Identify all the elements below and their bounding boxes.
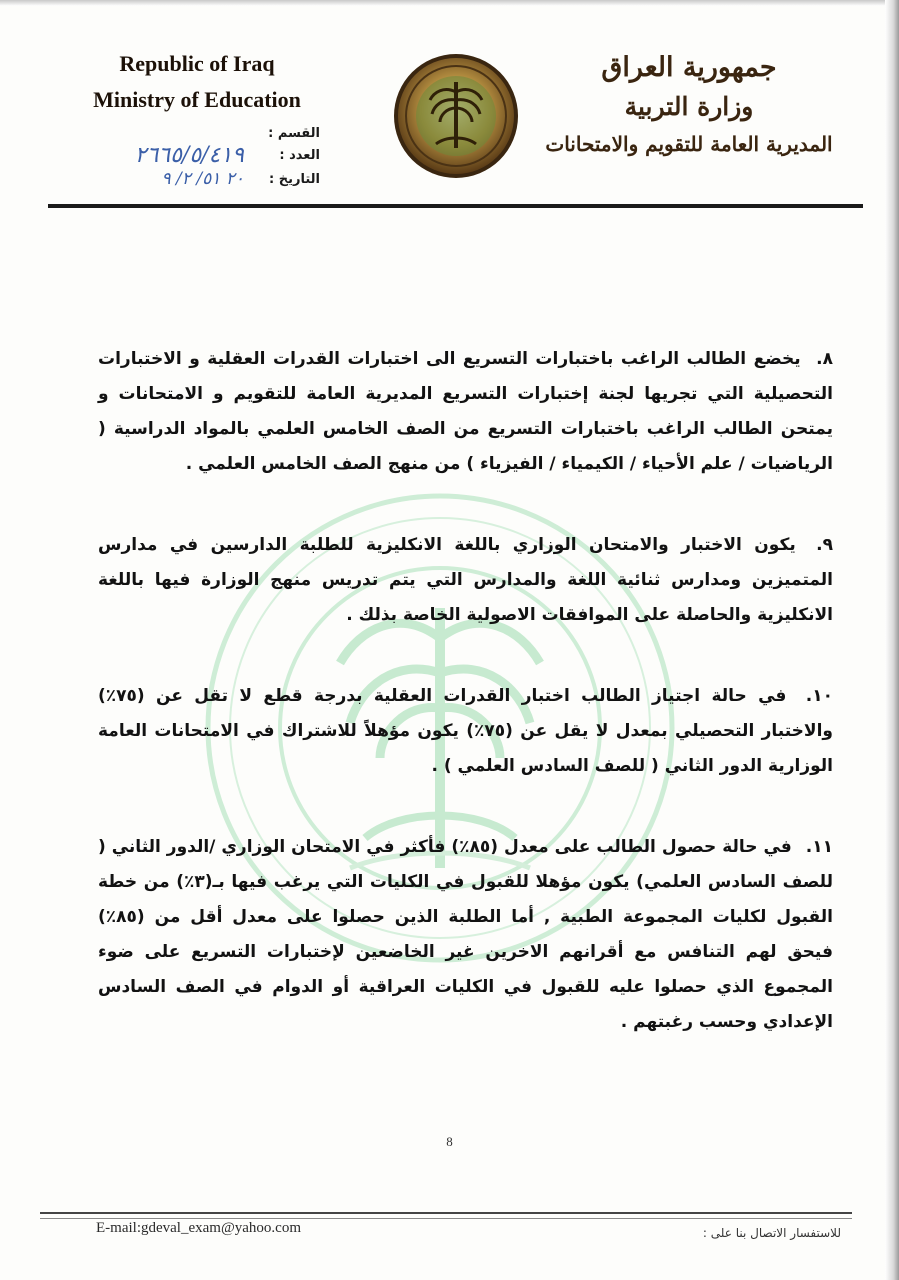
paragraph-item xyxy=(98,679,833,784)
page-number: 8 xyxy=(446,1134,453,1149)
paragraph-item xyxy=(98,342,833,482)
arabic-letterhead xyxy=(539,48,839,162)
arabic-letterhead-line-3: المديرية العامة للتقويم والامتحانات xyxy=(545,132,833,156)
reference-block xyxy=(60,122,320,202)
meta-row-department xyxy=(244,122,320,144)
paragraph-number: ٨. xyxy=(816,349,833,369)
english-letterhead-line-1: Republic of Iraq xyxy=(119,51,275,76)
meta-row-date xyxy=(162,168,321,190)
paragraph-text: في حالة حصول الطالب على معدل (٨٥٪) فأكثر في الامتحان الوزاري /الدور الثاني ( للصف السادس العلمي) يكون مؤهلا للقبول في الكليات التي يرغب فيها بـ(٣٪) من خطة القبول لكليات المجموعة الطبية , أما الطلبة الذين حصلوا على معدل أقل من (٨٥٪) فيحق لهم التنافس مع أقرانهم الاخرين غير الخاضعين لإختبارات التسريع على ضوء المجموع الذي حصلوا عليه للقبول في الكليات العراقية أو الدوام في الصف السادس الإعدادي وحسب رغبتهم . xyxy=(98,837,833,1032)
paragraph-text: في حالة اجتياز الطالب اختبار القدرات العقلية بدرجة قطع لا تقل عن (٧٥٪) والاختبار التحصيلي بمعدل لا يقل عن (٧٥٪) يكون مؤهلاً للاشتراك في الامتحانات العامة الوزارية الدور الثاني ( للصف السادس العلمي ) . xyxy=(98,686,833,776)
paragraph-item xyxy=(98,528,833,633)
meta-label-date: التاريخ : xyxy=(269,171,320,187)
english-letterhead xyxy=(62,46,332,118)
document-body xyxy=(98,342,833,1086)
arabic-letterhead-line-2: وزارة التربية xyxy=(624,92,754,121)
meta-label-department: القسم : xyxy=(268,125,320,141)
paragraph-number: ١١. xyxy=(805,837,834,857)
header-divider xyxy=(48,204,863,208)
meta-row-number xyxy=(135,144,320,166)
footer-contact-label: للاستفسار الاتصال بنا على : xyxy=(702,1226,841,1240)
scan-edge-top xyxy=(0,0,899,6)
meta-value-number: ٢٦٦٥/٥/٤١٩ xyxy=(134,142,244,168)
footer-email: E-mail:gdeval_exam@yahoo.com xyxy=(96,1220,301,1236)
paragraph-text: يخضع الطالب الراغب باختبارات التسريع الى اختبارات القدرات العقلية و الاختبارات التحصيلية التي تجريها لجنة إختبارات التسريع المديرية العامة للتقويم و الامتحانات و يمتحن الطالب الراغب باختبارات التسريع من الصف الخامس العلمي بالمواد الدراسية ( الرياضيات / علم الأحياء / الكيمياء / الفيزياء ) من منهج الصف الخامس العلمي . xyxy=(98,349,833,474)
meta-label-number: العدد : xyxy=(279,147,320,163)
ministry-seal-icon xyxy=(392,52,520,180)
paragraph-number: ٩. xyxy=(816,535,834,555)
paragraph-item xyxy=(98,830,833,1040)
arabic-letterhead-line-1: جمهورية العراق xyxy=(601,52,777,83)
scan-edge-right xyxy=(885,0,899,1280)
paragraph-number: ١٠. xyxy=(805,686,833,706)
footer-divider xyxy=(40,1212,852,1219)
meta-value-date: ٢٠ ٥١/ ٢/ ٩ xyxy=(161,169,244,189)
english-letterhead-line-2: Ministry of Education xyxy=(93,87,301,112)
paragraph-text: يكون الاختبار والامتحان الوزاري باللغة الانكليزية للطلبة الدارسين في مدارس المتميزين ومدارس ثنائية اللغة والمدارس التي يتم تدريس منهج الوزارة فيها باللغة الانكليزية والحاصلة على الموافقات الاصولية الخاصة بذلك . xyxy=(98,535,833,625)
